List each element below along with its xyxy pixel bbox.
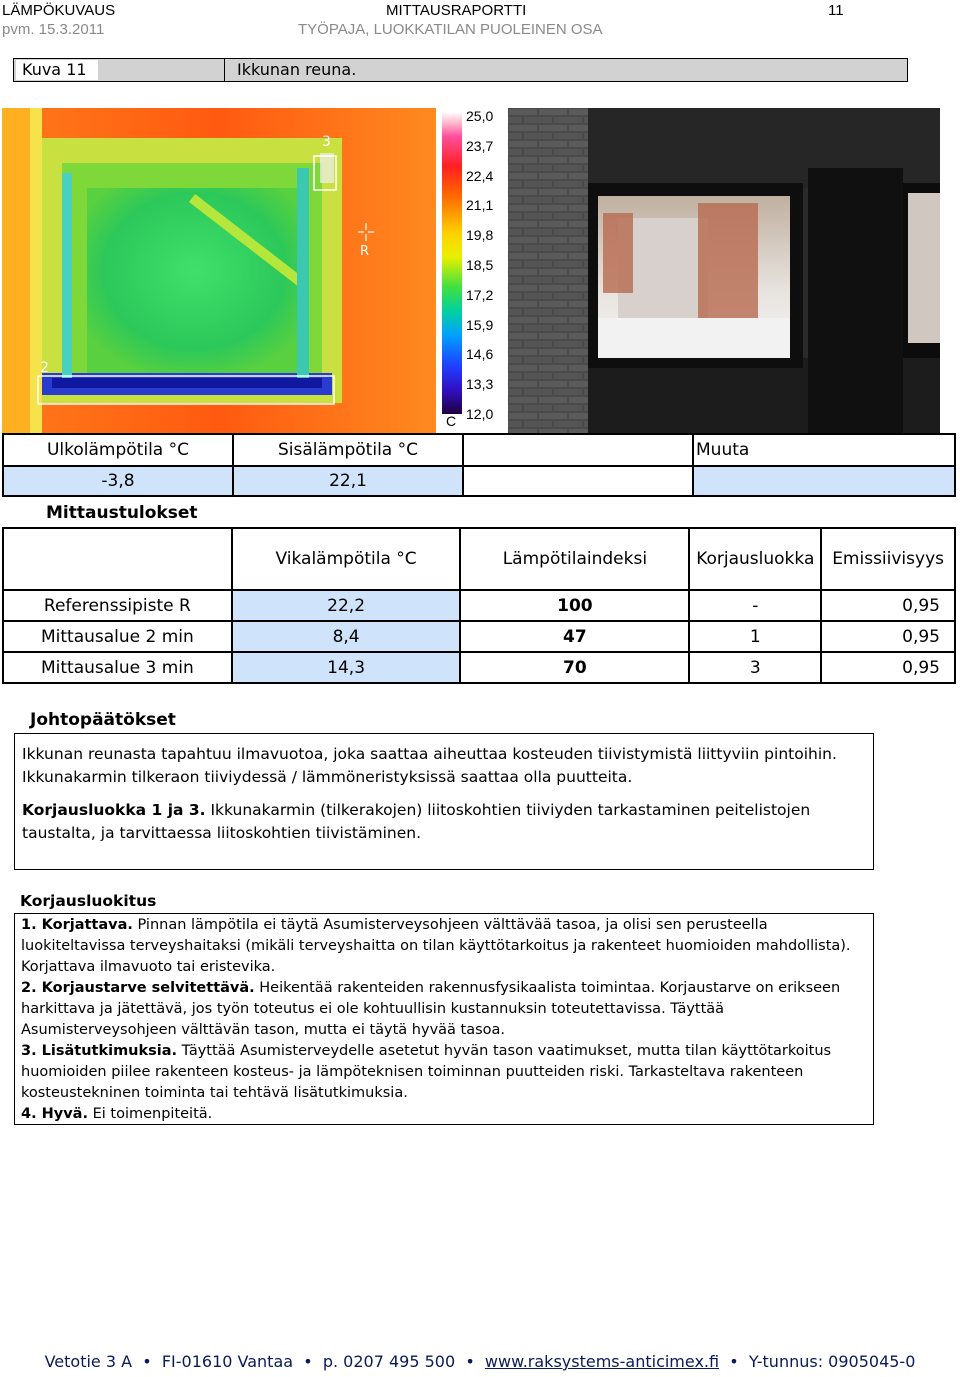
figure-number: Kuva 11 — [16, 60, 98, 80]
class-item — [21, 915, 869, 978]
row-class: - — [689, 590, 821, 621]
report-date: pvm. 15.3.2011 — [2, 21, 105, 38]
indoor-temp-header: Sisälämpötila °C — [233, 434, 463, 466]
scale-tick-label: 12,0 — [466, 406, 494, 422]
conclusion-line-3: Ikkunakarmin (tilkerakojen) liitoskohtien tiiviyden tarkastaminen peitelistojen — [205, 801, 811, 819]
results-heading: Mittaustulokset — [46, 503, 198, 523]
scale-tick-label: 23,7 — [466, 137, 494, 154]
classes-heading: Korjausluokitus — [20, 892, 157, 910]
classes-box — [14, 913, 874, 1125]
scale-tick-label: 19,8 — [466, 227, 494, 244]
reference-point-label: R — [360, 244, 370, 259]
class-title: 1. Korjattava. — [21, 917, 133, 933]
footer-business-id: Y-tunnus: 0905045-0 — [748, 1352, 916, 1371]
report-category: LÄMPÖKUVAUS — [2, 2, 116, 19]
class-title: 3. Lisätutkimuksia. — [21, 1043, 178, 1059]
other-value — [693, 466, 955, 496]
spot-3-label: 3 — [322, 134, 331, 150]
col-repair-class: Korjausluokka — [689, 528, 821, 590]
other-header: Muuta — [693, 434, 955, 466]
row-temp: 8,4 — [232, 621, 461, 652]
spot-2-label: 2 — [40, 360, 49, 376]
table-row — [3, 590, 955, 621]
outdoor-temp-header: Ulkolämpötila °C — [3, 434, 233, 466]
row-class: 1 — [689, 621, 821, 652]
thermal-image — [2, 108, 436, 433]
row-class: 3 — [689, 652, 821, 683]
row-name: Mittausalue 2 min — [3, 621, 232, 652]
scale-tick-label: 18,5 — [466, 257, 494, 273]
footer-address: Vetotie 3 A — [44, 1352, 133, 1371]
class-text: Pinnan lämpötila ei täytä Asumisterveysohjeen välttävää tasoa, ja olisi sen perusteella luokiteltavissa terveyshaitaksi (mikäli terveyshaitta on tilan käyttötarkoitus ja rakenteet huomioiden mahdollista). Korjattava ilmavuoto tai eristevika. — [21, 917, 851, 975]
visual-photo — [508, 108, 940, 433]
scale-tick-label: 17,2 — [466, 286, 494, 303]
conclusion-line-4: taustalta, ja tarvittaessa liitoskohtien tiivistäminen. — [22, 824, 422, 842]
report-title: MITTAUSRAPORTTI — [386, 2, 527, 19]
color-scale-bar — [442, 112, 462, 414]
figure-caption — [13, 58, 908, 82]
class-text: Ei toimenpiteitä. — [87, 1106, 213, 1122]
row-emissivity: 0,95 — [821, 621, 955, 652]
row-emissivity: 0,95 — [821, 590, 955, 621]
row-name: Referenssipiste R — [3, 590, 232, 621]
outdoor-temp-value: -3,8 — [3, 466, 233, 496]
conclusion-line-2: Ikkunakarmin tilkeraon tiiviydessä / lämmöneristyksissä saattaa olla puutteita. — [22, 768, 633, 786]
results-table — [2, 527, 956, 684]
report-subtitle: TYÖPAJA, LUOKKATILAN PUOLEINEN OSA — [298, 21, 603, 38]
scale-tick-label: 25,0 — [466, 108, 494, 124]
conclusions-heading: Johtopäätökset — [30, 710, 176, 730]
footer-website-link[interactable]: www.raksystems-anticimex.fi — [484, 1352, 720, 1371]
footer-city: FI-01610 Vantaa — [161, 1352, 294, 1371]
col-defect-temp: Vikalämpötila °C — [232, 528, 461, 590]
col-emissivity: Emissiivisyys — [821, 528, 955, 590]
col-temp-index: Lämpötilaindeksi — [460, 528, 689, 590]
scale-unit: C — [446, 413, 457, 429]
footer-phone: p. 0207 495 500 — [322, 1352, 456, 1371]
scale-tick-label: 21,1 — [466, 197, 494, 214]
class-item — [21, 978, 869, 1041]
row-temp: 14,3 — [232, 652, 461, 683]
conclusions-box — [14, 733, 874, 870]
row-name: Mittausalue 3 min — [3, 652, 232, 683]
page-number: 11 — [828, 2, 844, 19]
temperature-table — [2, 433, 956, 497]
conclusion-line-1: Ikkunan reunasta tapahtuu ilmavuotoa, joka saattaa aiheuttaa kosteuden tiivistymistä liittyviin pintoihin. — [22, 745, 837, 763]
class-title: 2. Korjaustarve selvitettävä. — [21, 980, 255, 996]
table-row — [3, 621, 955, 652]
temperature-scale — [436, 108, 508, 433]
class-text: Heikentää rakenteiden rakennusfysikaalista toimintaa. Korjaustarve on erikseen harkittava ja jätettävä, jos työn toteutus ei ole kohtuullisin kustannuksin toteutettavissa. Täyttää Asumisterveysohjeen välttävän tason, mutta ei täytä hyvää tasoa. — [21, 980, 841, 1038]
class-item — [21, 1104, 869, 1125]
figure-title: Ikkunan reuna. — [224, 59, 906, 81]
scale-tick-label: 15,9 — [466, 316, 494, 333]
scale-tick-label: 22,4 — [466, 167, 494, 184]
class-title: 4. Hyvä. — [21, 1106, 88, 1122]
class-text: Täyttää Asumisterveydelle asetetut hyvän tason vaatimukset, mutta tilan käyttötarkoitus huomioiden piilee rakenteen kosteus- ja lämpöteknisen toiminnan puutteiden riski. Tarkasteltava rakenteen kosteustekninen toiminta tai tehtävä lisätutkimuksia. — [21, 1043, 832, 1101]
row-index: 70 — [460, 652, 689, 683]
table-row — [3, 652, 955, 683]
row-emissivity: 0,95 — [821, 652, 955, 683]
indoor-temp-value: 22,1 — [233, 466, 463, 496]
row-index: 100 — [460, 590, 689, 621]
class-item — [21, 1041, 869, 1104]
footer: Vetotie 3 A • FI-01610 Vantaa • p. 0207 495 500 • www.raksystems-anticimex.fi • Y-tunnus: 0905045-0 — [44, 1352, 916, 1371]
conclusion-repair-class: Korjausluokka 1 ja 3. — [22, 801, 206, 819]
row-index: 47 — [460, 621, 689, 652]
scale-tick-label: 13,3 — [466, 376, 494, 393]
row-temp: 22,2 — [232, 590, 461, 621]
scale-tick-label: 14,6 — [466, 346, 494, 363]
